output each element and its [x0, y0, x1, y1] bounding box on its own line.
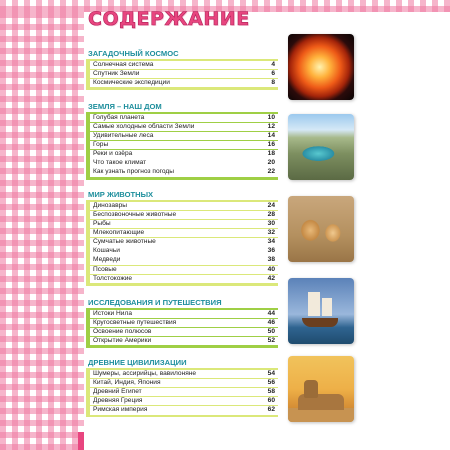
- section-title: ЗЕМЛЯ – НАШ ДОМ: [88, 102, 162, 111]
- toc-entry[interactable]: Кругосветные путешествия 46: [90, 319, 278, 327]
- ship-sail: [322, 298, 332, 316]
- section-title: ДРЕВНИЕ ЦИВИЛИЗАЦИИ: [88, 358, 187, 367]
- section-space: [86, 49, 278, 90]
- page-number: 56: [267, 379, 275, 387]
- toc-entry[interactable]: Освоение полюсов 50: [90, 328, 278, 336]
- entry-list: [86, 112, 278, 180]
- toc-entry[interactable]: Китай, Индия, Япония 56: [90, 379, 278, 387]
- page-number: 20: [267, 159, 275, 167]
- page-number: 52: [267, 337, 275, 345]
- page-number: 44: [267, 310, 275, 317]
- page-number: 58: [267, 388, 275, 396]
- section-animals: [86, 190, 278, 286]
- toc-entry[interactable]: Шумеры, ассирийцы, вавилоняне 54: [90, 370, 278, 378]
- section-exploration: [86, 298, 278, 348]
- toc-entry[interactable]: Как узнать прогноз погоды 22: [90, 168, 278, 176]
- entry-list: [86, 308, 278, 348]
- page-title: СОДЕРЖАНИЕ: [88, 8, 250, 30]
- sphinx-head: [304, 380, 318, 398]
- page-number: 32: [267, 229, 275, 237]
- toc-entry[interactable]: Псовые 40: [90, 266, 278, 274]
- toc-entry[interactable]: Римская империя 62: [90, 406, 278, 414]
- lake-landscape-photo: [288, 114, 354, 180]
- entry-list: [86, 59, 278, 90]
- page-number: 54: [267, 370, 275, 377]
- section-title: ЗАГАДОЧНЫЙ КОСМОС: [88, 49, 179, 58]
- sand: [288, 408, 354, 422]
- entry-list: [86, 368, 278, 417]
- toc-entry[interactable]: Древняя Греция 60: [90, 397, 278, 405]
- page-number: 50: [267, 328, 275, 336]
- toc-entry[interactable]: Кошачьи 36: [90, 247, 278, 255]
- lion-photo: [288, 196, 354, 262]
- page-number: 8: [271, 79, 275, 87]
- toc-entry[interactable]: Реки и озёра 18: [90, 150, 278, 158]
- page-number: 22: [267, 168, 275, 176]
- toc-entry[interactable]: Толстокожие 42: [90, 275, 278, 283]
- page-number: 42: [267, 274, 275, 282]
- section-earth: [86, 102, 278, 180]
- page-number: 6: [271, 70, 275, 78]
- toc-entry[interactable]: Что такое климат 20: [90, 159, 278, 167]
- toc-entry[interactable]: Удивительные леса 14: [90, 132, 278, 140]
- page-number: 36: [267, 247, 275, 255]
- page-number: 60: [267, 397, 275, 405]
- ship-sail: [308, 292, 320, 316]
- page-number: 28: [267, 211, 275, 219]
- toc-entry[interactable]: Голубая планета 10: [90, 114, 278, 122]
- checkered-border-left: [0, 0, 84, 450]
- toc-entry[interactable]: Млекопитающие 32: [90, 229, 278, 237]
- sphinx-photo: [288, 356, 354, 422]
- sailing-ship-photo: [288, 278, 354, 344]
- page-number: 38: [267, 256, 275, 264]
- page-number: 10: [267, 114, 275, 121]
- toc-entry[interactable]: Динозавры 24: [90, 202, 278, 210]
- page-number: 18: [267, 150, 275, 158]
- toc-entry[interactable]: Спутник Земли 6: [90, 70, 278, 78]
- page-number: 4: [271, 61, 275, 68]
- toc-entry[interactable]: Сумчатые животные 34: [90, 238, 278, 246]
- toc-entry[interactable]: Медведи 38: [90, 256, 278, 264]
- entry-list: [86, 200, 278, 286]
- page-number: 16: [267, 141, 275, 149]
- toc-entry[interactable]: Солнечная система 4: [90, 61, 278, 69]
- page-number: 40: [267, 265, 275, 273]
- page-number: 46: [267, 319, 275, 327]
- toc-entry[interactable]: Космические экспедиции 8: [90, 79, 278, 87]
- toc-entry[interactable]: Горы 16: [90, 141, 278, 149]
- toc-entry[interactable]: Беспозвоночные животные 28: [90, 211, 278, 219]
- toc-entry[interactable]: Рыбы 30: [90, 220, 278, 228]
- ship-hull: [302, 318, 338, 327]
- page-number: 14: [267, 132, 275, 140]
- sun-photo: [288, 34, 354, 100]
- section-title: ИССЛЕДОВАНИЯ И ПУТЕШЕСТВИЯ: [88, 298, 222, 307]
- page-number: 30: [267, 220, 275, 228]
- section-civilizations: [86, 358, 278, 417]
- toc-entry[interactable]: Древний Египет 58: [90, 388, 278, 396]
- page-number: 12: [267, 123, 275, 131]
- page-number: 62: [267, 406, 275, 414]
- page-number: 24: [267, 202, 275, 209]
- toc-entry[interactable]: Открытие Америки 52: [90, 337, 278, 345]
- toc-entry[interactable]: Истоки Нила 44: [90, 310, 278, 318]
- page-number: 34: [267, 238, 275, 246]
- toc-entry[interactable]: Самые холодные области Земли 12: [90, 123, 278, 131]
- section-title: МИР ЖИВОТНЫХ: [88, 190, 154, 199]
